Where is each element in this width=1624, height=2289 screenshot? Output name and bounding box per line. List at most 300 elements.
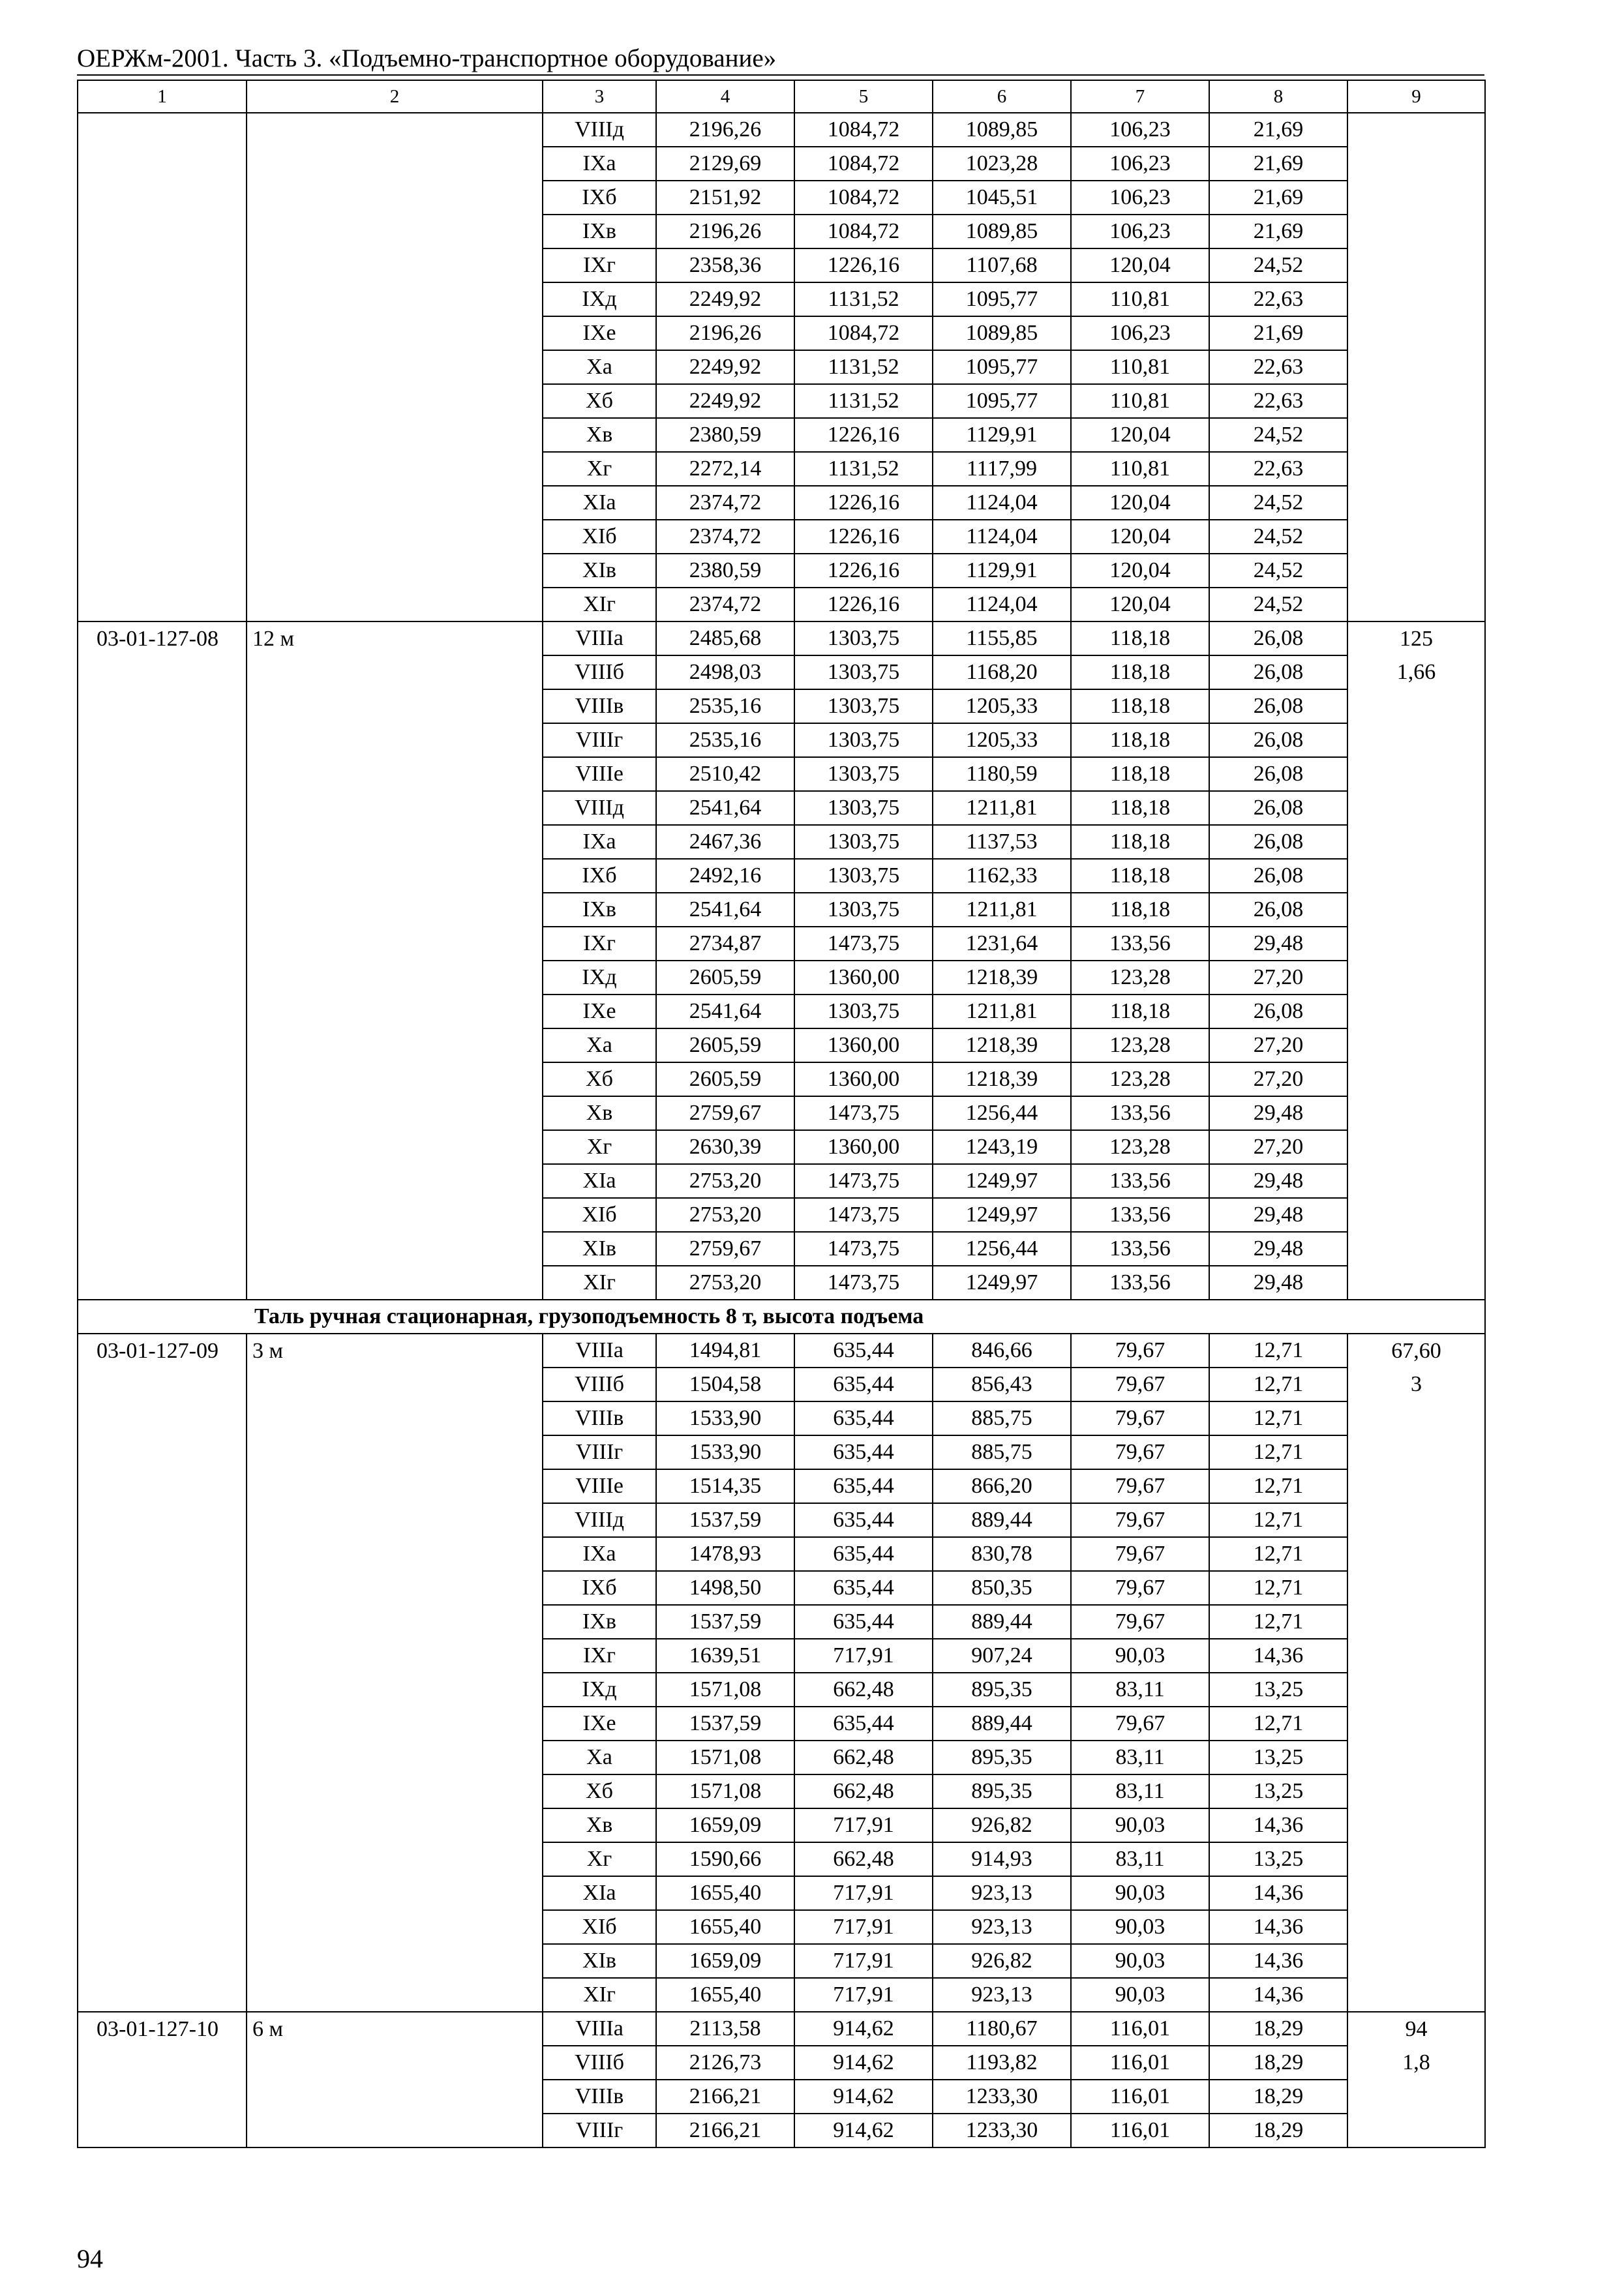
total-cell bbox=[1347, 1876, 1485, 1910]
table-row bbox=[78, 2012, 1485, 2046]
zone-code: IXг bbox=[543, 1639, 656, 1673]
value-cell: 1089,85 bbox=[933, 215, 1071, 248]
lift-height bbox=[247, 1571, 543, 1605]
value-cell: 1473,75 bbox=[794, 927, 933, 961]
zone-code: VIIIг bbox=[543, 723, 656, 757]
value-cell: 106,23 bbox=[1071, 147, 1209, 181]
value-cell: 1473,75 bbox=[794, 1164, 933, 1198]
value-cell: 12,71 bbox=[1209, 1503, 1347, 1537]
table-row bbox=[78, 1130, 1485, 1164]
rate-code bbox=[78, 1130, 247, 1164]
value-cell: 717,91 bbox=[794, 1876, 933, 1910]
value-cell: 79,67 bbox=[1071, 1401, 1209, 1435]
value-cell: 1205,33 bbox=[933, 723, 1071, 757]
table-row bbox=[78, 1944, 1485, 1978]
table-row bbox=[78, 655, 1485, 689]
total-cell bbox=[1347, 1198, 1485, 1232]
value-cell: 923,13 bbox=[933, 1978, 1071, 2012]
rate-code bbox=[78, 961, 247, 995]
lift-height bbox=[247, 147, 543, 181]
rate-code bbox=[78, 1876, 247, 1910]
value-cell: 2759,67 bbox=[656, 1232, 794, 1266]
value-cell: 1107,68 bbox=[933, 248, 1071, 282]
value-cell: 1211,81 bbox=[933, 791, 1071, 825]
lift-height bbox=[247, 1842, 543, 1876]
value-cell: 1473,75 bbox=[794, 1266, 933, 1300]
total-cell bbox=[1347, 893, 1485, 927]
value-cell: 14,36 bbox=[1209, 1808, 1347, 1842]
value-cell: 90,03 bbox=[1071, 1978, 1209, 2012]
value-cell: 79,67 bbox=[1071, 1334, 1209, 1368]
value-cell: 662,48 bbox=[794, 1774, 933, 1808]
total-cell bbox=[1347, 927, 1485, 961]
value-cell: 1231,64 bbox=[933, 927, 1071, 961]
total-cell bbox=[1347, 961, 1485, 995]
value-cell: 662,48 bbox=[794, 1741, 933, 1774]
value-cell: 133,56 bbox=[1071, 1232, 1209, 1266]
table-row bbox=[78, 1334, 1485, 1368]
total-cell bbox=[1347, 1571, 1485, 1605]
zone-code: IXа bbox=[543, 147, 656, 181]
value-cell: 1233,30 bbox=[933, 2080, 1071, 2114]
value-cell: 1473,75 bbox=[794, 1232, 933, 1266]
rate-code bbox=[78, 1028, 247, 1062]
value-cell: 635,44 bbox=[794, 1537, 933, 1571]
zone-code: XIб bbox=[543, 1910, 656, 1944]
total-cell bbox=[1347, 1774, 1485, 1808]
zone-code: XIв bbox=[543, 554, 656, 588]
total-cell bbox=[1347, 316, 1485, 350]
rate-code bbox=[78, 215, 247, 248]
table-row bbox=[78, 995, 1485, 1028]
value-cell: 2605,59 bbox=[656, 961, 794, 995]
rate-code bbox=[78, 486, 247, 520]
value-cell: 116,01 bbox=[1071, 2046, 1209, 2080]
value-cell: 1180,67 bbox=[933, 2012, 1071, 2046]
value-cell: 24,52 bbox=[1209, 554, 1347, 588]
value-cell: 120,04 bbox=[1071, 486, 1209, 520]
value-cell: 1193,82 bbox=[933, 2046, 1071, 2080]
value-cell: 2759,67 bbox=[656, 1096, 794, 1130]
total-cell bbox=[1347, 1096, 1485, 1130]
zone-code: XIг bbox=[543, 1978, 656, 2012]
zone-code: IXв bbox=[543, 1605, 656, 1639]
rate-code bbox=[78, 248, 247, 282]
value-cell: 118,18 bbox=[1071, 893, 1209, 927]
value-cell: 866,20 bbox=[933, 1469, 1071, 1503]
value-cell: 2734,87 bbox=[656, 927, 794, 961]
table-row bbox=[78, 520, 1485, 554]
value-cell: 21,69 bbox=[1209, 147, 1347, 181]
value-cell: 14,36 bbox=[1209, 1978, 1347, 2012]
value-cell: 1303,75 bbox=[794, 689, 933, 723]
value-cell: 2166,21 bbox=[656, 2114, 794, 2147]
total-cell bbox=[1347, 1232, 1485, 1266]
lift-height bbox=[247, 1503, 543, 1537]
value-cell: 1303,75 bbox=[794, 621, 933, 655]
value-cell: 1303,75 bbox=[794, 893, 933, 927]
value-cell: 1218,39 bbox=[933, 961, 1071, 995]
total-cell bbox=[1347, 554, 1485, 588]
value-cell: 2272,14 bbox=[656, 452, 794, 486]
rate-code bbox=[78, 1368, 247, 1401]
zone-code: IXе bbox=[543, 995, 656, 1028]
lift-height bbox=[247, 825, 543, 859]
rate-code bbox=[78, 1944, 247, 1978]
rate-code bbox=[78, 520, 247, 554]
value-cell: 1249,97 bbox=[933, 1198, 1071, 1232]
table-row bbox=[78, 113, 1485, 147]
value-cell: 2196,26 bbox=[656, 215, 794, 248]
rate-code bbox=[78, 723, 247, 757]
table-row bbox=[78, 2080, 1485, 2114]
total-cell bbox=[1347, 1808, 1485, 1842]
total-cell bbox=[1347, 1741, 1485, 1774]
table-row bbox=[78, 893, 1485, 927]
value-cell: 1162,33 bbox=[933, 859, 1071, 893]
table-row bbox=[78, 1673, 1485, 1707]
zone-code: IXв bbox=[543, 215, 656, 248]
total-cell bbox=[1347, 520, 1485, 554]
table-row bbox=[78, 1571, 1485, 1605]
value-cell: 116,01 bbox=[1071, 2080, 1209, 2114]
value-cell: 1226,16 bbox=[794, 588, 933, 621]
table-row bbox=[78, 825, 1485, 859]
value-cell: 635,44 bbox=[794, 1334, 933, 1368]
value-cell: 1571,08 bbox=[656, 1741, 794, 1774]
value-cell: 24,52 bbox=[1209, 588, 1347, 621]
total-cell bbox=[1347, 1266, 1485, 1300]
value-cell: 26,08 bbox=[1209, 825, 1347, 859]
rate-code bbox=[78, 282, 247, 316]
value-cell: 1537,59 bbox=[656, 1503, 794, 1537]
value-cell: 1089,85 bbox=[933, 113, 1071, 147]
value-cell: 118,18 bbox=[1071, 995, 1209, 1028]
value-cell: 926,82 bbox=[933, 1944, 1071, 1978]
value-cell: 12,71 bbox=[1209, 1435, 1347, 1469]
value-cell: 717,91 bbox=[794, 1944, 933, 1978]
value-cell: 1226,16 bbox=[794, 248, 933, 282]
value-cell: 26,08 bbox=[1209, 621, 1347, 655]
lift-height bbox=[247, 1130, 543, 1164]
value-cell: 914,93 bbox=[933, 1842, 1071, 1876]
value-cell: 2498,03 bbox=[656, 655, 794, 689]
value-cell: 1303,75 bbox=[794, 825, 933, 859]
value-cell: 2374,72 bbox=[656, 588, 794, 621]
value-cell: 110,81 bbox=[1071, 384, 1209, 418]
table-row bbox=[78, 1978, 1485, 2012]
table-row bbox=[78, 1198, 1485, 1232]
total-cell bbox=[1347, 1164, 1485, 1198]
rate-code bbox=[78, 1978, 247, 2012]
value-cell: 1226,16 bbox=[794, 418, 933, 452]
value-cell: 662,48 bbox=[794, 1842, 933, 1876]
zone-code: IXб bbox=[543, 859, 656, 893]
value-cell: 846,66 bbox=[933, 1334, 1071, 1368]
value-cell: 2605,59 bbox=[656, 1062, 794, 1096]
table-row bbox=[78, 248, 1485, 282]
zone-code: Xг bbox=[543, 452, 656, 486]
table-row bbox=[78, 1741, 1485, 1774]
zone-code: IXд bbox=[543, 282, 656, 316]
total-cell bbox=[1347, 689, 1485, 723]
lift-height: 12 м bbox=[247, 621, 543, 655]
value-cell: 133,56 bbox=[1071, 1096, 1209, 1130]
section-heading-row bbox=[78, 1300, 1485, 1334]
lift-height bbox=[247, 689, 543, 723]
value-cell: 27,20 bbox=[1209, 1130, 1347, 1164]
value-cell: 12,71 bbox=[1209, 1368, 1347, 1401]
total-cell bbox=[1347, 282, 1485, 316]
value-cell: 13,25 bbox=[1209, 1774, 1347, 1808]
column-number: 1 bbox=[78, 80, 247, 113]
value-cell: 123,28 bbox=[1071, 961, 1209, 995]
value-cell: 12,71 bbox=[1209, 1707, 1347, 1741]
value-cell: 1089,85 bbox=[933, 316, 1071, 350]
value-cell: 1084,72 bbox=[794, 181, 933, 215]
value-cell: 2249,92 bbox=[656, 384, 794, 418]
lift-height bbox=[247, 1401, 543, 1435]
lift-height bbox=[247, 893, 543, 927]
value-cell: 1084,72 bbox=[794, 147, 933, 181]
value-cell: 83,11 bbox=[1071, 1774, 1209, 1808]
total-cell bbox=[1347, 1469, 1485, 1503]
zone-code: Xа bbox=[543, 1741, 656, 1774]
column-number: 9 bbox=[1347, 80, 1485, 113]
value-cell: 26,08 bbox=[1209, 791, 1347, 825]
value-cell: 914,62 bbox=[794, 2080, 933, 2114]
value-cell: 2126,73 bbox=[656, 2046, 794, 2080]
value-cell: 118,18 bbox=[1071, 791, 1209, 825]
value-cell: 12,71 bbox=[1209, 1537, 1347, 1571]
value-cell: 717,91 bbox=[794, 1978, 933, 2012]
lift-height bbox=[247, 791, 543, 825]
value-cell: 133,56 bbox=[1071, 1266, 1209, 1300]
value-cell: 14,36 bbox=[1209, 1639, 1347, 1673]
value-cell: 26,08 bbox=[1209, 893, 1347, 927]
value-cell: 90,03 bbox=[1071, 1808, 1209, 1842]
total-cell bbox=[1347, 452, 1485, 486]
zone-code: VIIIг bbox=[543, 1435, 656, 1469]
zone-code: Xг bbox=[543, 1842, 656, 1876]
value-cell: 1537,59 bbox=[656, 1605, 794, 1639]
value-cell: 2166,21 bbox=[656, 2080, 794, 2114]
value-cell: 635,44 bbox=[794, 1605, 933, 1639]
value-cell: 29,48 bbox=[1209, 1232, 1347, 1266]
value-cell: 1131,52 bbox=[794, 384, 933, 418]
total-cell bbox=[1347, 113, 1485, 147]
zone-code: XIа bbox=[543, 1164, 656, 1198]
value-cell: 79,67 bbox=[1071, 1605, 1209, 1639]
lift-height bbox=[247, 1605, 543, 1639]
value-cell: 29,48 bbox=[1209, 1096, 1347, 1130]
total-cell bbox=[1347, 1435, 1485, 1469]
zone-code: Xв bbox=[543, 1096, 656, 1130]
zone-code: IXд bbox=[543, 1673, 656, 1707]
rate-code bbox=[78, 1232, 247, 1266]
value-cell: 133,56 bbox=[1071, 927, 1209, 961]
total-cell bbox=[1347, 1707, 1485, 1741]
value-cell: 120,04 bbox=[1071, 588, 1209, 621]
value-cell: 717,91 bbox=[794, 1808, 933, 1842]
rate-code bbox=[78, 1198, 247, 1232]
total-cell bbox=[1347, 757, 1485, 791]
rate-code bbox=[78, 1774, 247, 1808]
rate-code bbox=[78, 2046, 247, 2080]
value-cell: 1659,09 bbox=[656, 1808, 794, 1842]
value-cell: 1124,04 bbox=[933, 520, 1071, 554]
lift-height bbox=[247, 1808, 543, 1842]
rate-code bbox=[78, 893, 247, 927]
table-row bbox=[78, 1639, 1485, 1673]
value-cell: 1360,00 bbox=[794, 1028, 933, 1062]
zone-code: Xа bbox=[543, 350, 656, 384]
rate-code bbox=[78, 825, 247, 859]
value-cell: 914,62 bbox=[794, 2046, 933, 2080]
value-cell: 635,44 bbox=[794, 1571, 933, 1605]
table-row bbox=[78, 452, 1485, 486]
value-cell: 26,08 bbox=[1209, 723, 1347, 757]
lift-height bbox=[247, 1876, 543, 1910]
value-cell: 717,91 bbox=[794, 1910, 933, 1944]
table-row bbox=[78, 1842, 1485, 1876]
rate-code bbox=[78, 1842, 247, 1876]
value-cell: 2541,64 bbox=[656, 893, 794, 927]
value-cell: 24,52 bbox=[1209, 486, 1347, 520]
lift-height bbox=[247, 113, 543, 147]
value-cell: 1168,20 bbox=[933, 655, 1071, 689]
value-cell: 79,67 bbox=[1071, 1707, 1209, 1741]
value-cell: 90,03 bbox=[1071, 1876, 1209, 1910]
rate-code bbox=[78, 791, 247, 825]
total-cell: 3 bbox=[1347, 1368, 1485, 1401]
value-cell: 18,29 bbox=[1209, 2046, 1347, 2080]
value-cell: 1303,75 bbox=[794, 723, 933, 757]
lift-height bbox=[247, 452, 543, 486]
value-cell: 1256,44 bbox=[933, 1096, 1071, 1130]
value-cell: 21,69 bbox=[1209, 181, 1347, 215]
value-cell: 2467,36 bbox=[656, 825, 794, 859]
value-cell: 885,75 bbox=[933, 1435, 1071, 1469]
table-row bbox=[78, 1876, 1485, 1910]
value-cell: 2753,20 bbox=[656, 1266, 794, 1300]
value-cell: 1303,75 bbox=[794, 995, 933, 1028]
rate-code bbox=[78, 554, 247, 588]
value-cell: 22,63 bbox=[1209, 452, 1347, 486]
lift-height bbox=[247, 486, 543, 520]
value-cell: 24,52 bbox=[1209, 248, 1347, 282]
value-cell: 1095,77 bbox=[933, 384, 1071, 418]
table-row bbox=[78, 1062, 1485, 1096]
value-cell: 12,71 bbox=[1209, 1571, 1347, 1605]
rate-code: 03-01-127-09 bbox=[78, 1334, 247, 1368]
zone-code: VIIIд bbox=[543, 1503, 656, 1537]
value-cell: 110,81 bbox=[1071, 282, 1209, 316]
value-cell: 18,29 bbox=[1209, 2080, 1347, 2114]
total-cell bbox=[1347, 418, 1485, 452]
value-cell: 1226,16 bbox=[794, 486, 933, 520]
value-cell: 1249,97 bbox=[933, 1266, 1071, 1300]
value-cell: 1129,91 bbox=[933, 554, 1071, 588]
value-cell: 133,56 bbox=[1071, 1198, 1209, 1232]
lift-height bbox=[247, 1096, 543, 1130]
total-cell bbox=[1347, 825, 1485, 859]
table-row bbox=[78, 215, 1485, 248]
column-number: 2 bbox=[247, 80, 543, 113]
value-cell: 133,56 bbox=[1071, 1164, 1209, 1198]
column-number: 8 bbox=[1209, 80, 1347, 113]
total-cell bbox=[1347, 1028, 1485, 1062]
rate-code bbox=[78, 147, 247, 181]
total-cell: 125 bbox=[1347, 621, 1485, 655]
lift-height bbox=[247, 1368, 543, 1401]
total-cell bbox=[1347, 1130, 1485, 1164]
zone-code: Xа bbox=[543, 1028, 656, 1062]
total-cell bbox=[1347, 350, 1485, 384]
lift-height bbox=[247, 181, 543, 215]
value-cell: 24,52 bbox=[1209, 520, 1347, 554]
table-row bbox=[78, 1503, 1485, 1537]
value-cell: 1249,97 bbox=[933, 1164, 1071, 1198]
rate-code bbox=[78, 1266, 247, 1300]
total-cell bbox=[1347, 995, 1485, 1028]
value-cell: 26,08 bbox=[1209, 757, 1347, 791]
table-row bbox=[78, 791, 1485, 825]
value-cell: 120,04 bbox=[1071, 248, 1209, 282]
zone-code: Xб bbox=[543, 1774, 656, 1808]
value-cell: 14,36 bbox=[1209, 1910, 1347, 1944]
value-cell: 12,71 bbox=[1209, 1605, 1347, 1639]
total-cell bbox=[1347, 248, 1485, 282]
zone-code: IXа bbox=[543, 1537, 656, 1571]
value-cell: 1303,75 bbox=[794, 791, 933, 825]
rates-table bbox=[77, 80, 1486, 2148]
zone-code: IXд bbox=[543, 961, 656, 995]
value-cell: 106,23 bbox=[1071, 113, 1209, 147]
value-cell: 2196,26 bbox=[656, 113, 794, 147]
value-cell: 79,67 bbox=[1071, 1469, 1209, 1503]
value-cell: 895,35 bbox=[933, 1673, 1071, 1707]
value-cell: 118,18 bbox=[1071, 689, 1209, 723]
value-cell: 926,82 bbox=[933, 1808, 1071, 1842]
zone-code: IXг bbox=[543, 927, 656, 961]
value-cell: 2541,64 bbox=[656, 995, 794, 1028]
value-cell: 1473,75 bbox=[794, 1198, 933, 1232]
column-number: 3 bbox=[543, 80, 656, 113]
lift-height bbox=[247, 215, 543, 248]
value-cell: 1360,00 bbox=[794, 1062, 933, 1096]
value-cell: 2605,59 bbox=[656, 1028, 794, 1062]
table-row bbox=[78, 961, 1485, 995]
value-cell: 1131,52 bbox=[794, 452, 933, 486]
rate-code bbox=[78, 995, 247, 1028]
lift-height bbox=[247, 1028, 543, 1062]
value-cell: 27,20 bbox=[1209, 961, 1347, 995]
total-cell bbox=[1347, 2114, 1485, 2147]
zone-code: Xв bbox=[543, 418, 656, 452]
table-row bbox=[78, 757, 1485, 791]
value-cell: 1129,91 bbox=[933, 418, 1071, 452]
value-cell: 1655,40 bbox=[656, 1876, 794, 1910]
value-cell: 885,75 bbox=[933, 1401, 1071, 1435]
value-cell: 106,23 bbox=[1071, 215, 1209, 248]
value-cell: 1131,52 bbox=[794, 282, 933, 316]
value-cell: 1180,59 bbox=[933, 757, 1071, 791]
value-cell: 1655,40 bbox=[656, 1910, 794, 1944]
value-cell: 110,81 bbox=[1071, 350, 1209, 384]
total-cell bbox=[1347, 486, 1485, 520]
value-cell: 1571,08 bbox=[656, 1774, 794, 1808]
